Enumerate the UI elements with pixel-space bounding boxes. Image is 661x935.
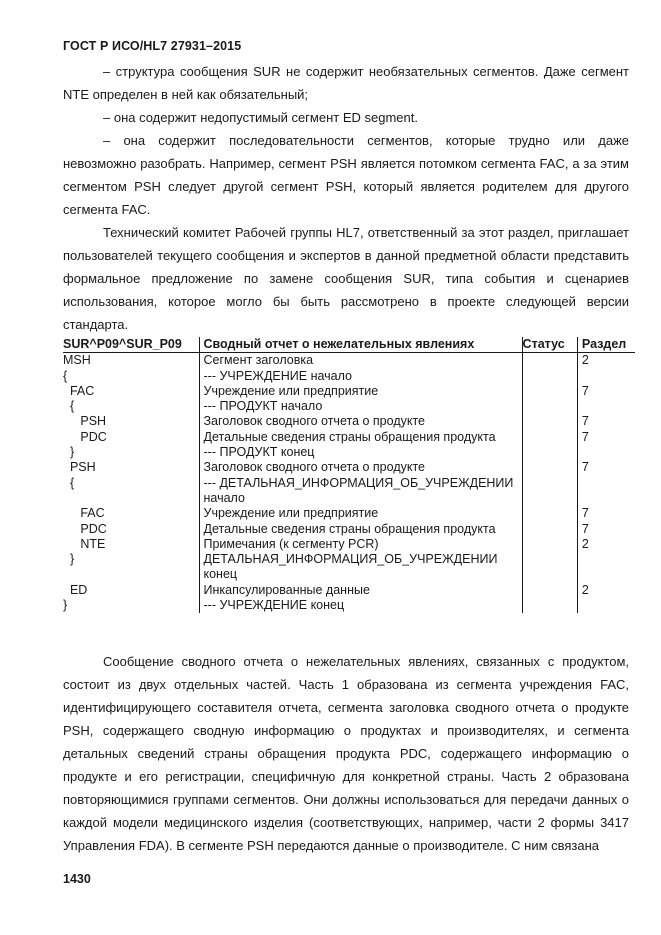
- cell-segment: }: [63, 445, 199, 460]
- cell-segment: NTE: [63, 537, 199, 552]
- table-body: [63, 353, 635, 614]
- table-row: [63, 522, 635, 537]
- cell-section: 7: [577, 460, 635, 475]
- table-row: [63, 399, 635, 414]
- message-description-paragraph: Сообщение сводного отчета о нежелательных явлениях, связанных с продуктом, состоит из двух отдельных частей. Часть 1 образована из сегмента учреждения FAC, идентифицирующего составителя отчета, сегмента заголовка сводного отчета о продукте PSH, содержащего сводную информацию о продуктах и производителях, и сегмента детальных сведений страны обращения продукта PDC, содержащего информацию о продукте и его регистрации, специфичную для конкретной страны. Часть 2 образована повторяющимися группами сегментов. Они должны использоваться для передачи данных о каждой модели медицинского изделия (соответствующих, например, части 2 формы 3417 Управления FDA). В сегменте PSH передаются данные о производителе. С ним связана: [63, 654, 629, 853]
- table-row: [63, 353, 635, 369]
- table-row: [63, 506, 635, 521]
- cell-status: [522, 552, 577, 583]
- cell-status: [522, 598, 577, 613]
- cell-segment: }: [63, 552, 199, 583]
- cell-section: 2: [577, 583, 635, 598]
- cell-section: 7: [577, 384, 635, 399]
- cell-description: Учреждение или предприятие: [199, 384, 522, 399]
- cell-section: 7: [577, 506, 635, 521]
- cell-description: Сегмент заголовка: [199, 353, 522, 369]
- cell-description: --- УЧРЕЖДЕНИЕ конец: [199, 598, 522, 613]
- cell-status: [522, 384, 577, 399]
- cell-description: Примечания (к сегменту PCR): [199, 537, 522, 552]
- list-item-invalid-ed-segment: – она содержит недопустимый сегмент ED segment.: [103, 110, 418, 125]
- table-row: [63, 476, 635, 507]
- cell-status: [522, 353, 577, 369]
- cell-description: ДЕТАЛЬНАЯ_ИНФОРМАЦИЯ_ОБ_УЧРЕЖДЕНИИ конец: [199, 552, 522, 583]
- cell-segment: MSH: [63, 353, 199, 369]
- header-section: Раздел: [577, 337, 635, 353]
- cell-description: --- ДЕТАЛЬНАЯ_ИНФОРМАЦИЯ_ОБ_УЧРЕЖДЕНИИ начало: [199, 476, 522, 507]
- cell-status: [522, 430, 577, 445]
- cell-status: [522, 445, 577, 460]
- cell-status: [522, 506, 577, 521]
- header-description: Сводный отчет о нежелательных явлениях: [199, 337, 522, 353]
- table-row: [63, 598, 635, 613]
- cell-segment: FAC: [63, 506, 199, 521]
- page-number: 1430: [63, 872, 91, 886]
- cell-section: [577, 369, 635, 384]
- list-item-no-optional-segments: – структура сообщения SUR не содержит необязательных сегментов. Даже сегмент NTE определен в ней как обязательный;: [63, 64, 629, 102]
- committee-invitation-paragraph: Технический комитет Рабочей группы HL7, ответственный за этот раздел, приглашает пользователей текущего сообщения и экспертов в данной предметной области представить формальное предложение по замене сообщения SUR, типа события и сценариев использования, которое могло бы быть рассмотрено в проекте следующей версии стандарта.: [63, 225, 629, 332]
- message-structure-table: [63, 337, 635, 613]
- body-text: [63, 650, 629, 857]
- intro-text: [63, 60, 629, 336]
- cell-status: [522, 583, 577, 598]
- cell-segment: {: [63, 399, 199, 414]
- cell-section: [577, 476, 635, 507]
- cell-section: [577, 399, 635, 414]
- cell-description: Заголовок сводного отчета о продукте: [199, 414, 522, 429]
- table-row: [63, 430, 635, 445]
- table-row: [63, 460, 635, 475]
- table-row: [63, 537, 635, 552]
- table-row: [63, 583, 635, 598]
- cell-description: Инкапсулированные данные: [199, 583, 522, 598]
- cell-segment: }: [63, 598, 199, 613]
- cell-segment: PSH: [63, 414, 199, 429]
- cell-section: 7: [577, 430, 635, 445]
- cell-segment: PSH: [63, 460, 199, 475]
- cell-description: Детальные сведения страны обращения продукта: [199, 522, 522, 537]
- cell-description: --- ПРОДУКТ начало: [199, 399, 522, 414]
- cell-section: [577, 552, 635, 583]
- header-status: Статус: [522, 337, 577, 353]
- table-header-row: [63, 337, 635, 353]
- cell-segment: FAC: [63, 384, 199, 399]
- cell-description: Детальные сведения страны обращения продукта: [199, 430, 522, 445]
- cell-status: [522, 369, 577, 384]
- cell-status: [522, 414, 577, 429]
- table-row: [63, 384, 635, 399]
- header-segment: SUR^P09^SUR_P09: [63, 337, 199, 353]
- list-item-unparsable-sequences: – она содержит последовательности сегментов, которые трудно или даже невозможно разобрать. Например, сегмент PSH является потомком сегмента FAC, а за этим сегментом PSH следует другой сегмент PSH, который является родителем для другого сегмента FAC.: [63, 133, 629, 217]
- cell-segment: PDC: [63, 430, 199, 445]
- cell-segment: {: [63, 369, 199, 384]
- cell-section: 2: [577, 353, 635, 369]
- cell-status: [522, 537, 577, 552]
- cell-status: [522, 522, 577, 537]
- table-row: [63, 369, 635, 384]
- table-row: [63, 552, 635, 583]
- page-header-standard: ГОСТ Р ИСО/HL7 27931–2015: [63, 39, 242, 53]
- cell-section: 7: [577, 522, 635, 537]
- cell-section: 2: [577, 537, 635, 552]
- cell-status: [522, 460, 577, 475]
- cell-status: [522, 399, 577, 414]
- cell-description: --- УЧРЕЖДЕНИЕ начало: [199, 369, 522, 384]
- cell-section: [577, 598, 635, 613]
- cell-description: Заголовок сводного отчета о продукте: [199, 460, 522, 475]
- cell-description: --- ПРОДУКТ конец: [199, 445, 522, 460]
- cell-section: 7: [577, 414, 635, 429]
- table-row: [63, 445, 635, 460]
- cell-section: [577, 445, 635, 460]
- cell-segment: {: [63, 476, 199, 507]
- cell-description: Учреждение или предприятие: [199, 506, 522, 521]
- cell-segment: PDC: [63, 522, 199, 537]
- table-row: [63, 414, 635, 429]
- cell-segment: ED: [63, 583, 199, 598]
- cell-status: [522, 476, 577, 507]
